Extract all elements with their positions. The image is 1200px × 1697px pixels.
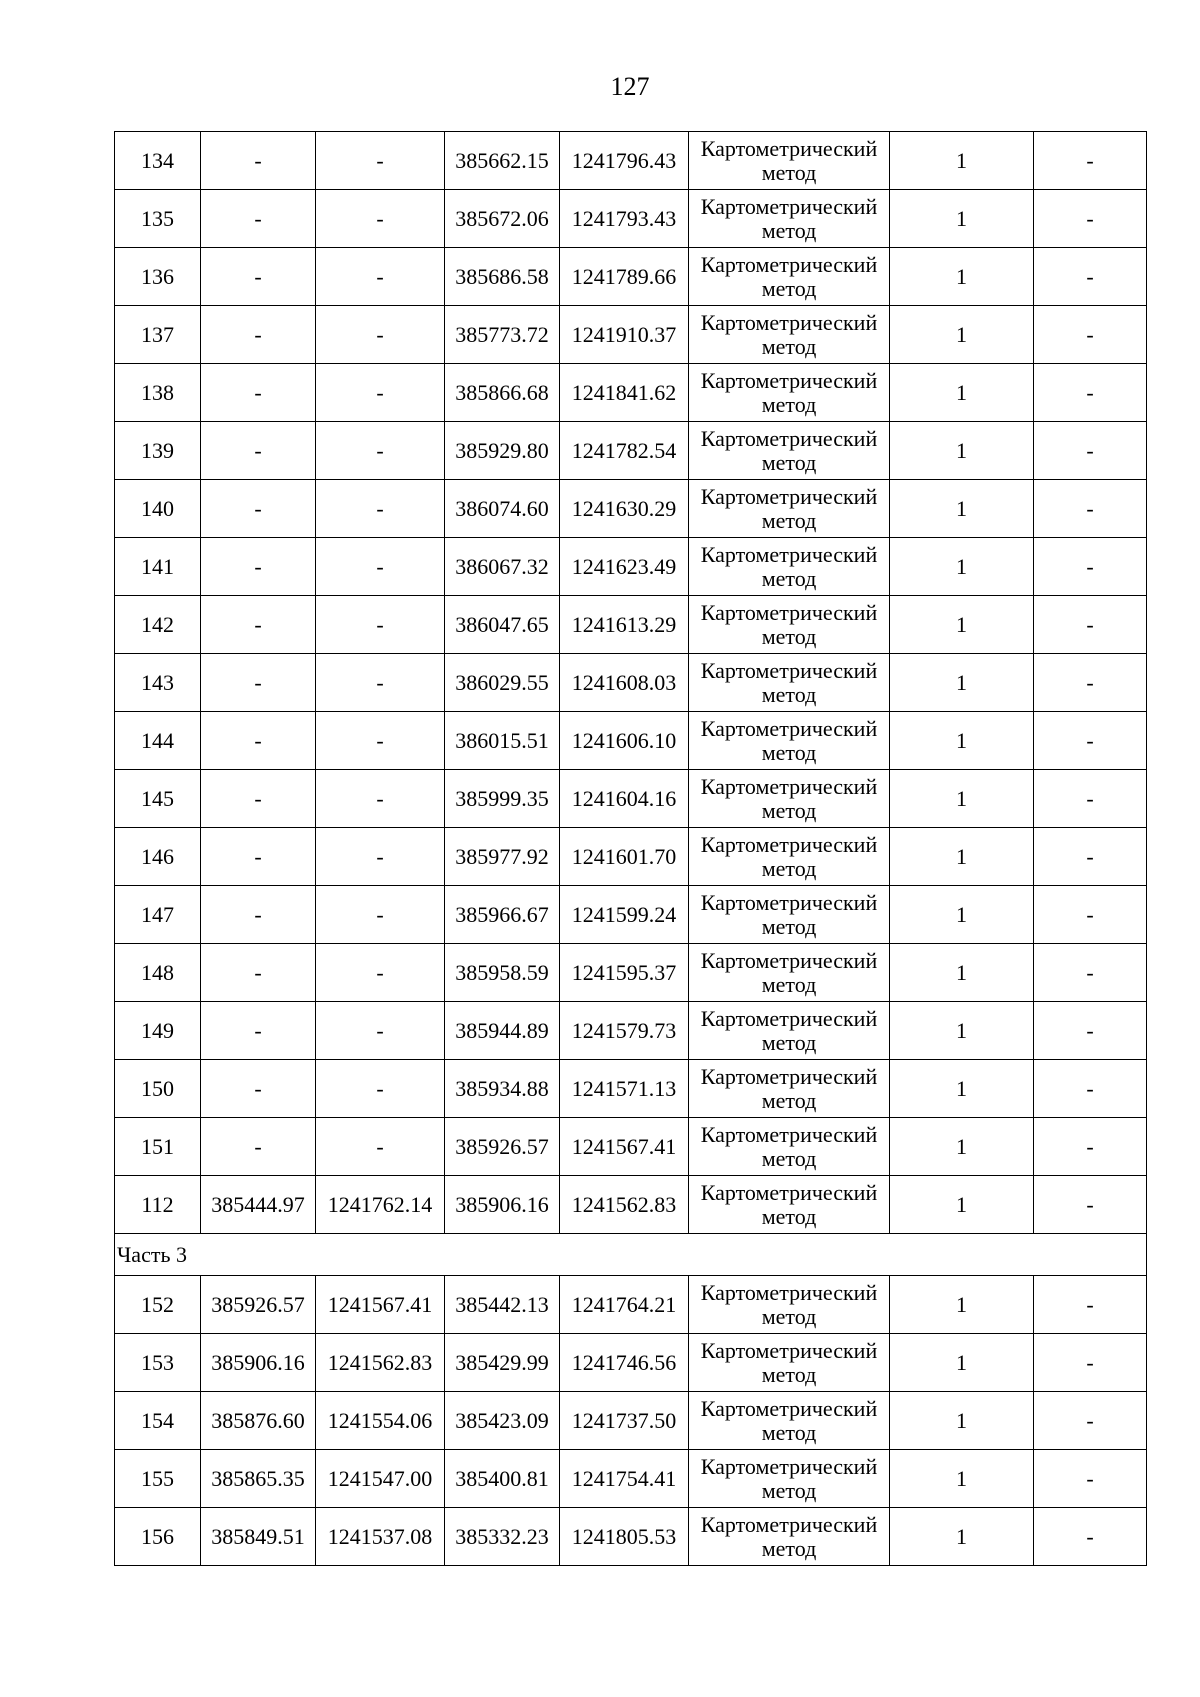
accuracy-cell: 1 xyxy=(890,1060,1034,1118)
accuracy-cell: 1 xyxy=(890,538,1034,596)
method-cell: Картометрический метод xyxy=(689,1060,890,1118)
y1-cell: - xyxy=(316,538,445,596)
point-number-cell: 149 xyxy=(115,1002,201,1060)
point-number-cell: 146 xyxy=(115,828,201,886)
y1-cell: 1241554.06 xyxy=(316,1392,445,1450)
note-cell: - xyxy=(1034,248,1147,306)
point-number-cell: 147 xyxy=(115,886,201,944)
accuracy-cell: 1 xyxy=(890,654,1034,712)
x2-cell: 385944.89 xyxy=(445,1002,560,1060)
y1-cell: - xyxy=(316,944,445,1002)
accuracy-cell: 1 xyxy=(890,886,1034,944)
x1-cell: - xyxy=(201,306,316,364)
point-number-cell: 135 xyxy=(115,190,201,248)
point-number-cell: 155 xyxy=(115,1450,201,1508)
x2-cell: 386067.32 xyxy=(445,538,560,596)
x1-cell: 385865.35 xyxy=(201,1450,316,1508)
x1-cell: - xyxy=(201,538,316,596)
table-row xyxy=(115,364,1147,422)
x2-cell: 386074.60 xyxy=(445,480,560,538)
x2-cell: 385429.99 xyxy=(445,1334,560,1392)
y2-cell: 1241754.41 xyxy=(560,1450,689,1508)
note-cell: - xyxy=(1034,1276,1147,1334)
method-cell: Картометрический метод xyxy=(689,1450,890,1508)
point-number-cell: 136 xyxy=(115,248,201,306)
section-header-body xyxy=(115,1234,1147,1276)
table-body-top xyxy=(115,132,1147,1234)
x1-cell: - xyxy=(201,596,316,654)
table-row xyxy=(115,944,1147,1002)
y2-cell: 1241805.53 xyxy=(560,1508,689,1566)
x1-cell: - xyxy=(201,190,316,248)
method-cell: Картометрический метод xyxy=(689,306,890,364)
table-row xyxy=(115,190,1147,248)
y1-cell: - xyxy=(316,1118,445,1176)
method-cell: Картометрический метод xyxy=(689,944,890,1002)
point-number-cell: 141 xyxy=(115,538,201,596)
note-cell: - xyxy=(1034,190,1147,248)
method-cell: Картометрический метод xyxy=(689,1002,890,1060)
point-number-cell: 152 xyxy=(115,1276,201,1334)
x2-cell: 385934.88 xyxy=(445,1060,560,1118)
coordinates-table xyxy=(114,131,1147,1566)
method-cell: Картометрический метод xyxy=(689,538,890,596)
x1-cell: - xyxy=(201,132,316,190)
note-cell: - xyxy=(1034,1508,1147,1566)
method-cell: Картометрический метод xyxy=(689,654,890,712)
accuracy-cell: 1 xyxy=(890,1334,1034,1392)
y2-cell: 1241604.16 xyxy=(560,770,689,828)
accuracy-cell: 1 xyxy=(890,190,1034,248)
section-row xyxy=(115,1234,1147,1276)
table-row xyxy=(115,1392,1147,1450)
y2-cell: 1241601.70 xyxy=(560,828,689,886)
y2-cell: 1241571.13 xyxy=(560,1060,689,1118)
accuracy-cell: 1 xyxy=(890,712,1034,770)
method-cell: Картометрический метод xyxy=(689,828,890,886)
y2-cell: 1241789.66 xyxy=(560,248,689,306)
table-row xyxy=(115,248,1147,306)
y2-cell: 1241606.10 xyxy=(560,712,689,770)
method-cell: Картометрический метод xyxy=(689,132,890,190)
x2-cell: 385929.80 xyxy=(445,422,560,480)
method-cell: Картометрический метод xyxy=(689,422,890,480)
x1-cell: 385444.97 xyxy=(201,1176,316,1234)
y2-cell: 1241595.37 xyxy=(560,944,689,1002)
y2-cell: 1241746.56 xyxy=(560,1334,689,1392)
x2-cell: 385966.67 xyxy=(445,886,560,944)
note-cell: - xyxy=(1034,480,1147,538)
y2-cell: 1241793.43 xyxy=(560,190,689,248)
y1-cell: - xyxy=(316,190,445,248)
x1-cell: - xyxy=(201,828,316,886)
note-cell: - xyxy=(1034,654,1147,712)
x2-cell: 385958.59 xyxy=(445,944,560,1002)
y2-cell: 1241764.21 xyxy=(560,1276,689,1334)
point-number-cell: 143 xyxy=(115,654,201,712)
point-number-cell: 148 xyxy=(115,944,201,1002)
x2-cell: 385400.81 xyxy=(445,1450,560,1508)
x2-cell: 385442.13 xyxy=(445,1276,560,1334)
note-cell: - xyxy=(1034,1392,1147,1450)
method-cell: Картометрический метод xyxy=(689,1118,890,1176)
note-cell: - xyxy=(1034,306,1147,364)
note-cell: - xyxy=(1034,364,1147,422)
y1-cell: 1241762.14 xyxy=(316,1176,445,1234)
table-row xyxy=(115,1508,1147,1566)
x1-cell: - xyxy=(201,712,316,770)
y1-cell: - xyxy=(316,828,445,886)
method-cell: Картометрический метод xyxy=(689,364,890,422)
accuracy-cell: 1 xyxy=(890,1276,1034,1334)
table-row xyxy=(115,132,1147,190)
section-label: Часть 3 xyxy=(115,1234,1147,1276)
x2-cell: 385999.35 xyxy=(445,770,560,828)
point-number-cell: 134 xyxy=(115,132,201,190)
note-cell: - xyxy=(1034,596,1147,654)
table-row xyxy=(115,1002,1147,1060)
point-number-cell: 142 xyxy=(115,596,201,654)
y1-cell: - xyxy=(316,886,445,944)
accuracy-cell: 1 xyxy=(890,596,1034,654)
point-number-cell: 153 xyxy=(115,1334,201,1392)
table-row xyxy=(115,480,1147,538)
y2-cell: 1241782.54 xyxy=(560,422,689,480)
y2-cell: 1241630.29 xyxy=(560,480,689,538)
y1-cell: - xyxy=(316,770,445,828)
y1-cell: - xyxy=(316,712,445,770)
method-cell: Картометрический метод xyxy=(689,480,890,538)
table-row xyxy=(115,1118,1147,1176)
table-row xyxy=(115,306,1147,364)
accuracy-cell: 1 xyxy=(890,132,1034,190)
point-number-cell: 144 xyxy=(115,712,201,770)
point-number-cell: 156 xyxy=(115,1508,201,1566)
point-number-cell: 150 xyxy=(115,1060,201,1118)
y2-cell: 1241737.50 xyxy=(560,1392,689,1450)
x2-cell: 385332.23 xyxy=(445,1508,560,1566)
table-row xyxy=(115,538,1147,596)
table-row xyxy=(115,422,1147,480)
y1-cell: - xyxy=(316,654,445,712)
table-row xyxy=(115,1450,1147,1508)
table-body-part3 xyxy=(115,1276,1147,1566)
accuracy-cell: 1 xyxy=(890,1176,1034,1234)
x2-cell: 385926.57 xyxy=(445,1118,560,1176)
x1-cell: - xyxy=(201,654,316,712)
method-cell: Картометрический метод xyxy=(689,1176,890,1234)
table-row xyxy=(115,712,1147,770)
y2-cell: 1241599.24 xyxy=(560,886,689,944)
method-cell: Картометрический метод xyxy=(689,190,890,248)
method-cell: Картометрический метод xyxy=(689,1276,890,1334)
note-cell: - xyxy=(1034,132,1147,190)
y1-cell: 1241547.00 xyxy=(316,1450,445,1508)
method-cell: Картометрический метод xyxy=(689,248,890,306)
table-row xyxy=(115,596,1147,654)
x1-cell: 385849.51 xyxy=(201,1508,316,1566)
accuracy-cell: 1 xyxy=(890,1002,1034,1060)
method-cell: Картометрический метод xyxy=(689,1334,890,1392)
y1-cell: - xyxy=(316,422,445,480)
x1-cell: 385906.16 xyxy=(201,1334,316,1392)
y1-cell: - xyxy=(316,480,445,538)
method-cell: Картометрический метод xyxy=(689,1508,890,1566)
x1-cell: - xyxy=(201,1002,316,1060)
table-row xyxy=(115,770,1147,828)
x1-cell: - xyxy=(201,248,316,306)
x2-cell: 386015.51 xyxy=(445,712,560,770)
note-cell: - xyxy=(1034,828,1147,886)
x2-cell: 386029.55 xyxy=(445,654,560,712)
note-cell: - xyxy=(1034,1118,1147,1176)
note-cell: - xyxy=(1034,770,1147,828)
note-cell: - xyxy=(1034,1450,1147,1508)
note-cell: - xyxy=(1034,886,1147,944)
x2-cell: 385672.06 xyxy=(445,190,560,248)
y2-cell: 1241841.62 xyxy=(560,364,689,422)
accuracy-cell: 1 xyxy=(890,828,1034,886)
x1-cell: - xyxy=(201,1118,316,1176)
table-row xyxy=(115,828,1147,886)
y1-cell: - xyxy=(316,132,445,190)
method-cell: Картометрический метод xyxy=(689,596,890,654)
note-cell: - xyxy=(1034,1002,1147,1060)
x2-cell: 385662.15 xyxy=(445,132,560,190)
note-cell: - xyxy=(1034,422,1147,480)
accuracy-cell: 1 xyxy=(890,1508,1034,1566)
table-row xyxy=(115,654,1147,712)
note-cell: - xyxy=(1034,538,1147,596)
accuracy-cell: 1 xyxy=(890,306,1034,364)
x2-cell: 386047.65 xyxy=(445,596,560,654)
method-cell: Картометрический метод xyxy=(689,886,890,944)
x2-cell: 385977.92 xyxy=(445,828,560,886)
accuracy-cell: 1 xyxy=(890,248,1034,306)
accuracy-cell: 1 xyxy=(890,1118,1034,1176)
method-cell: Картометрический метод xyxy=(689,1392,890,1450)
note-cell: - xyxy=(1034,944,1147,1002)
y2-cell: 1241567.41 xyxy=(560,1118,689,1176)
point-number-cell: 140 xyxy=(115,480,201,538)
y2-cell: 1241796.43 xyxy=(560,132,689,190)
x1-cell: 385926.57 xyxy=(201,1276,316,1334)
y1-cell: - xyxy=(316,1002,445,1060)
point-number-cell: 151 xyxy=(115,1118,201,1176)
y2-cell: 1241910.37 xyxy=(560,306,689,364)
page-number: 127 xyxy=(610,72,650,101)
y2-cell: 1241623.49 xyxy=(560,538,689,596)
note-cell: - xyxy=(1034,1176,1147,1234)
y1-cell: - xyxy=(316,596,445,654)
table-row xyxy=(115,1060,1147,1118)
x1-cell: - xyxy=(201,364,316,422)
accuracy-cell: 1 xyxy=(890,1392,1034,1450)
method-cell: Картометрический метод xyxy=(689,770,890,828)
method-cell: Картометрический метод xyxy=(689,712,890,770)
note-cell: - xyxy=(1034,712,1147,770)
x2-cell: 385686.58 xyxy=(445,248,560,306)
y1-cell: 1241567.41 xyxy=(316,1276,445,1334)
y1-cell: - xyxy=(316,1060,445,1118)
x1-cell: - xyxy=(201,770,316,828)
point-number-cell: 154 xyxy=(115,1392,201,1450)
accuracy-cell: 1 xyxy=(890,770,1034,828)
x1-cell: 385876.60 xyxy=(201,1392,316,1450)
y1-cell: 1241562.83 xyxy=(316,1334,445,1392)
y1-cell: 1241537.08 xyxy=(316,1508,445,1566)
x2-cell: 385773.72 xyxy=(445,306,560,364)
accuracy-cell: 1 xyxy=(890,364,1034,422)
x1-cell: - xyxy=(201,480,316,538)
y2-cell: 1241562.83 xyxy=(560,1176,689,1234)
table-row xyxy=(115,1334,1147,1392)
table-row xyxy=(115,1176,1147,1234)
x2-cell: 385906.16 xyxy=(445,1176,560,1234)
point-number-cell: 112 xyxy=(115,1176,201,1234)
accuracy-cell: 1 xyxy=(890,480,1034,538)
note-cell: - xyxy=(1034,1334,1147,1392)
x2-cell: 385866.68 xyxy=(445,364,560,422)
x1-cell: - xyxy=(201,422,316,480)
table-row xyxy=(115,886,1147,944)
x1-cell: - xyxy=(201,886,316,944)
y2-cell: 1241579.73 xyxy=(560,1002,689,1060)
y1-cell: - xyxy=(316,364,445,422)
point-number-cell: 137 xyxy=(115,306,201,364)
point-number-cell: 145 xyxy=(115,770,201,828)
note-cell: - xyxy=(1034,1060,1147,1118)
point-number-cell: 138 xyxy=(115,364,201,422)
table-row xyxy=(115,1276,1147,1334)
x1-cell: - xyxy=(201,1060,316,1118)
accuracy-cell: 1 xyxy=(890,944,1034,1002)
accuracy-cell: 1 xyxy=(890,422,1034,480)
y1-cell: - xyxy=(316,248,445,306)
x2-cell: 385423.09 xyxy=(445,1392,560,1450)
x1-cell: - xyxy=(201,944,316,1002)
accuracy-cell: 1 xyxy=(890,1450,1034,1508)
point-number-cell: 139 xyxy=(115,422,201,480)
y2-cell: 1241613.29 xyxy=(560,596,689,654)
y1-cell: - xyxy=(316,306,445,364)
y2-cell: 1241608.03 xyxy=(560,654,689,712)
